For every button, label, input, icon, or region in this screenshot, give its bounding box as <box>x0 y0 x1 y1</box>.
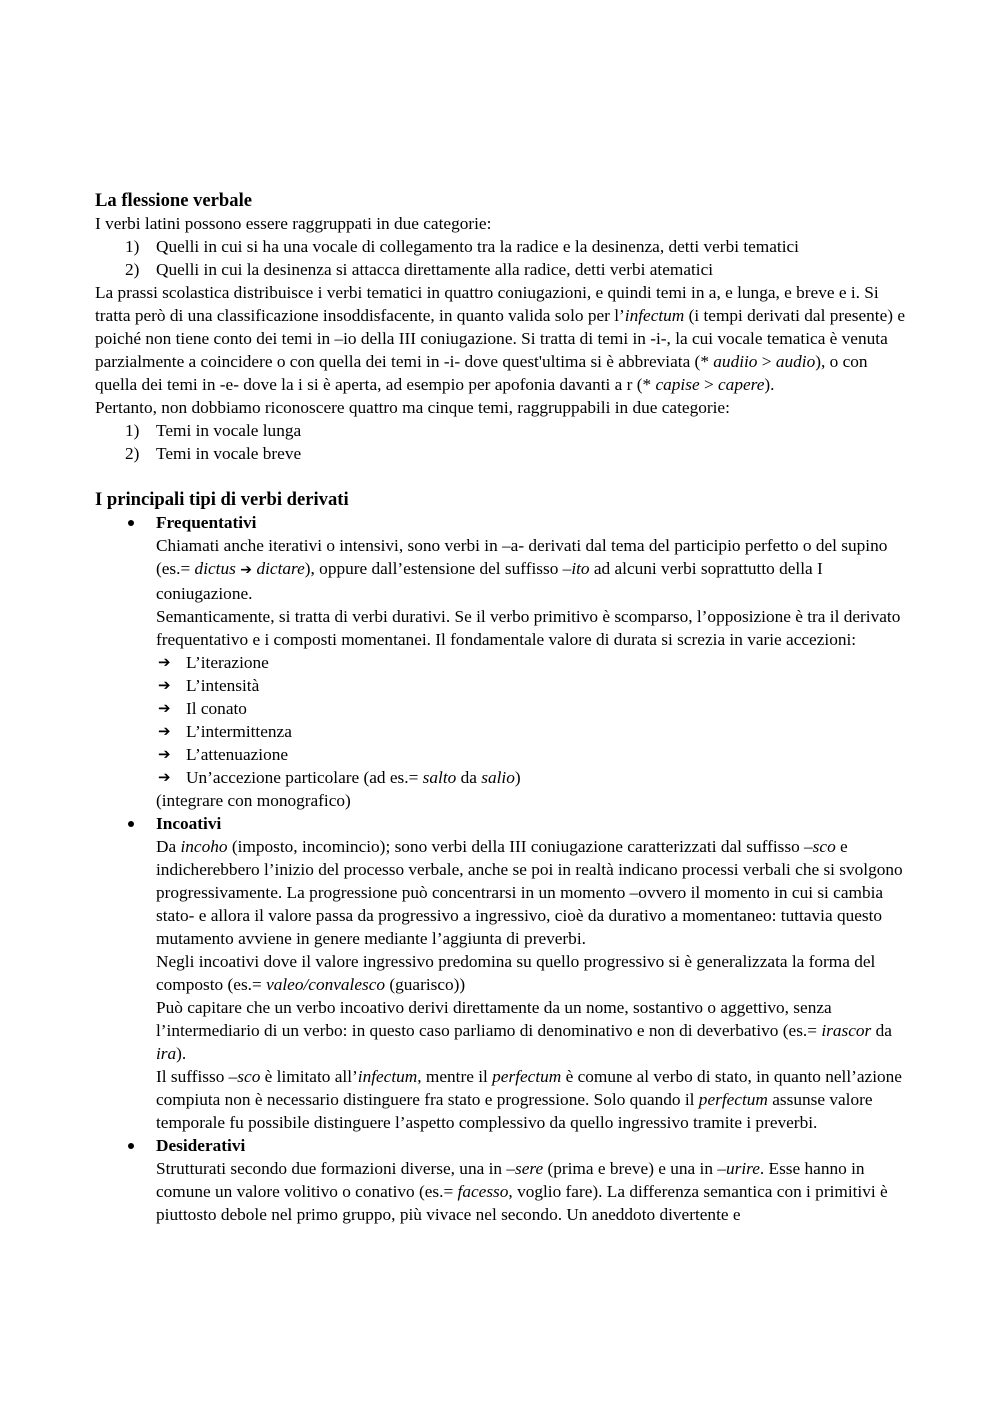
arrow-list-item: ➔ L’iterazione <box>158 653 269 672</box>
list-item <box>95 419 910 442</box>
bullet-icon <box>125 511 137 534</box>
paragraph: I verbi latini possono essere raggruppati in due categorie: <box>95 214 492 233</box>
paragraph: Negli incoativi dove il valore ingressivo predomina su quello progressivo si è generalizzata la forma del composto (es.= valeo/convalesco (guarisco)) <box>156 952 876 994</box>
paragraph: Può capitare che un verbo incoativo derivi direttamente da un nome, sostantivo o aggettivo, senza l’intermediario di un verbo: in questo caso parliamo di denominativo e non di deverbativo (es.= irascor da ira). <box>156 998 892 1063</box>
arrow-list-item: ➔ L’intensità <box>158 676 260 695</box>
paragraph: Strutturati secondo due formazioni diverse, una in –sere (prima e breve) e una in –urire. Esse hanno in comune un valore volitivo o conativo (es.= facesso, voglio fare). La differenza semantica con i primitivi è piuttosto debole nel primo gruppo, più vivace nel secondo. Un aneddoto divertente e <box>156 1159 888 1224</box>
numbered-list <box>95 419 910 465</box>
arrow-icon: ➔ <box>235 562 257 578</box>
list-item-text: Quelli in cui la desinenza si attacca direttamente alla radice, detti verbi atematici <box>156 260 714 279</box>
list-item <box>95 258 910 281</box>
list-item-text: Temi in vocale breve <box>156 444 302 463</box>
arrow-list <box>156 651 910 789</box>
numbered-list <box>95 235 910 281</box>
list-number: 1) <box>125 421 140 440</box>
list-number: 1) <box>125 237 140 256</box>
list-number: 2) <box>125 260 140 279</box>
list-item-text: Quelli in cui si ha una vocale di collegamento tra la radice e la desinenza, detti verbi tematici <box>156 237 799 256</box>
arrow-icon: ➔ <box>158 699 171 717</box>
arrow-list-item: ➔ Il conato <box>158 699 247 718</box>
list-item <box>95 442 910 465</box>
list-item-text: Temi in vocale lunga <box>156 421 302 440</box>
arrow-list-item: ➔ L’attenuazione <box>158 745 289 764</box>
paragraph: Pertanto, non dobbiamo riconoscere quattro ma cinque temi, raggruppabili in due categorie: <box>95 398 730 417</box>
arrow-icon: ➔ <box>158 676 171 694</box>
paragraph: Semanticamente, si tratta di verbi durativi. Se il verbo primitivo è scomparso, l’opposizione è tra il derivato frequentativo e i composti momentanei. Il fondamentale valore di durata si screzia in varie accezioni: <box>156 607 901 649</box>
arrow-icon: ➔ <box>158 745 171 763</box>
arrow-icon: ➔ <box>158 653 171 671</box>
arrow-list-item: ➔ L’intermittenza <box>158 722 292 741</box>
bullet-item-frequentativi <box>95 511 910 812</box>
arrow-list-item: ➔ Un’accezione particolare (ad es.= salto da salio) <box>158 768 521 787</box>
bullet-heading: Incoativi <box>156 814 222 833</box>
arrow-icon: ➔ <box>158 768 171 786</box>
bullet-item-desiderativi <box>95 1134 910 1226</box>
bullet-heading: Frequentativi <box>156 513 257 532</box>
bullet-icon <box>125 812 137 835</box>
section-title: I principali tipi di verbi derivati <box>95 489 349 510</box>
bullet-heading: Desiderativi <box>156 1136 246 1155</box>
paragraph: La prassi scolastica distribuisce i verbi tematici in quattro coniugazioni, e quindi temi in a, e lunga, e breve e i. Si tratta però di una classificazione insoddisfacente, in quanto valida solo per l’infectum (i tempi derivati dal presente) e poiché non tiene conto dei temi in –io della III coniugazione. Si tratta di temi in -i-, la cui vocale tematica è venuta parzialmente a coincidere o con quella dei temi in -i- dove quest'ultima si è abbreviata (* audiio > audio), o con quella dei temi in -e- dove la i si è aperta, ad esempio per apofonia davanti a r (* capise > capere). <box>95 283 906 394</box>
bullet-list <box>95 511 910 1226</box>
note: (integrare con monografico) <box>156 791 351 810</box>
bullet-icon <box>125 1134 137 1157</box>
list-number: 2) <box>125 444 140 463</box>
paragraph: Da incoho (imposto, incomincio); sono verbi della III coniugazione caratterizzati dal suffisso –sco e indicherebbero l’inizio del processo verbale, anche se poi in realtà indicano processi verbali che si svolgono progressivamente. La progressione può concentrarsi in un momento –ovvero il momento in cui si cambia stato- e allora il valore passa da progressivo a ingressivo, cioè da durativo a momentaneo: tuttavia questo mutamento avviene in genere mediante l’aggiunta di preverbi. <box>156 837 903 948</box>
bullet-item-incoativi <box>95 812 910 1134</box>
paragraph: Il suffisso –sco è limitato all’infectum, mentre il perfectum è comune al verbo di stato, in quanto nell’azione compiuta non è necessario distinguere fra stato e progressione. Solo quando il perfectum assunse valore temporale fu possibile distinguere l’aspetto complessivo da quello ingressivo tramite i preverbi. <box>156 1067 902 1132</box>
list-item <box>95 235 910 258</box>
arrow-icon: ➔ <box>158 722 171 740</box>
paragraph: Chiamati anche iterativi o intensivi, sono verbi in –a- derivati dal tema del participio perfetto o del supino (es.= dictus ➔ dictare), oppure dall’estensione del suffisso –ito ad alcuni verbi soprattutto della I coniugazione. <box>156 536 888 603</box>
document-body <box>95 189 910 1226</box>
section-title: La flessione verbale <box>95 190 252 211</box>
